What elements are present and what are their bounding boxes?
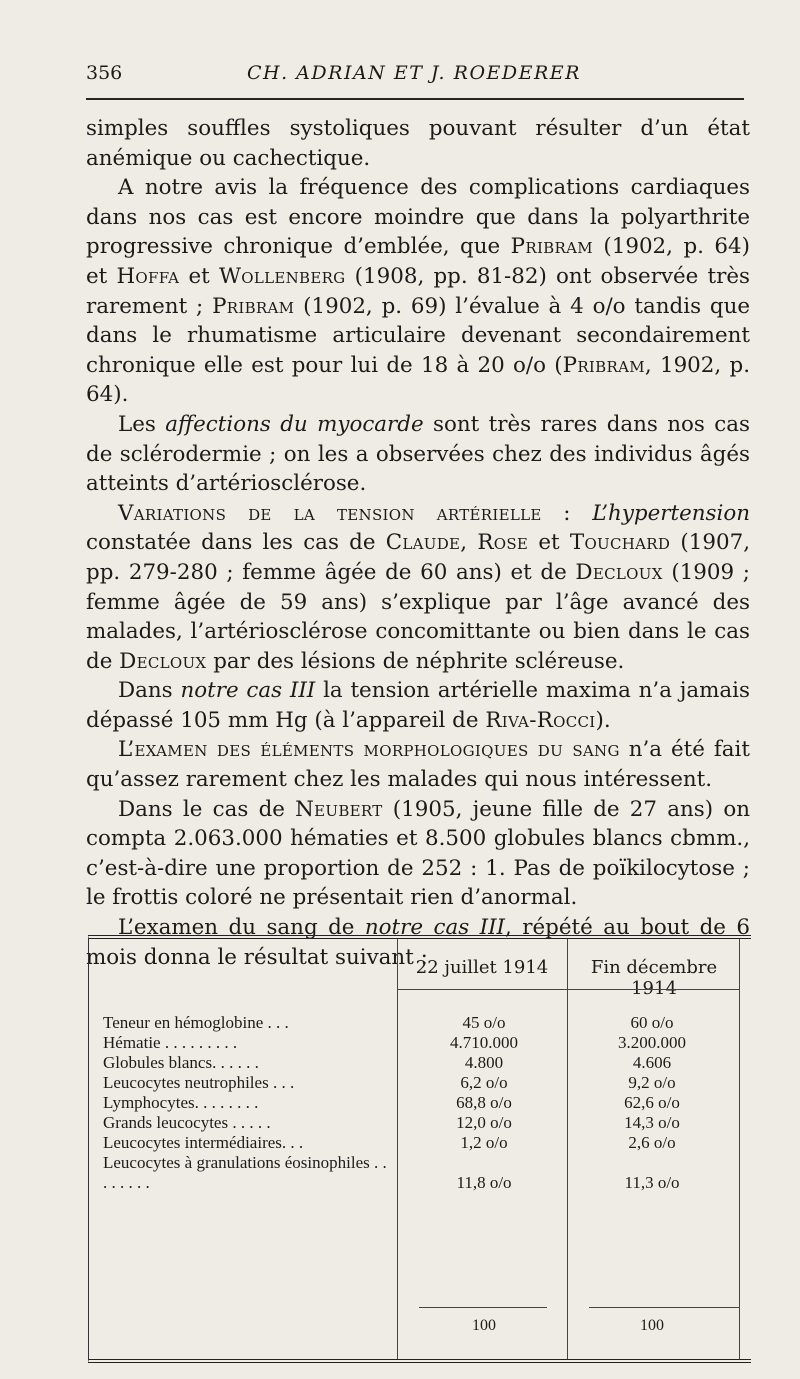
paragraph-6 — [86, 735, 750, 794]
row-label: Teneur en hémoglobine . . . — [103, 1013, 289, 1032]
text-run: (1907, pp. 279-280 ; femme âgée de 60 ans) et de — [86, 530, 751, 585]
text-run: , — [460, 530, 478, 556]
text-run: et — [179, 263, 219, 289]
paragraph-3 — [86, 410, 750, 499]
row-label: Leucocytes intermédiaires. . . — [103, 1133, 304, 1152]
cell-value: 1,2 o/o — [460, 1133, 508, 1152]
author-name: Pribram — [562, 352, 645, 378]
row-label: Hématie . . . . . . . . . — [103, 1033, 238, 1052]
cell-value: 68,8 o/o — [456, 1093, 512, 1112]
text-run: : — [541, 500, 593, 526]
header-rule — [86, 98, 744, 100]
column-header-december: Fin décembre 1914 — [590, 957, 718, 999]
page-number: 356 — [86, 62, 123, 84]
cell-value: 4.606 — [632, 1053, 672, 1072]
cell-value: 14,3 o/o — [624, 1113, 680, 1132]
cell-value: 3.200.000 — [618, 1033, 686, 1052]
author-name: Riva-Rocci — [485, 707, 596, 733]
cell-value: 2,6 o/o — [628, 1133, 676, 1152]
cell-value: 45 o/o — [462, 1013, 506, 1032]
cell-value: 9,2 o/o — [628, 1073, 676, 1092]
text-run: Dans — [118, 678, 181, 704]
text-run: et — [528, 530, 570, 556]
text-run: la tension artérielle maxima n’a jamais dépassé 105 mm Hg (à l’appareil de — [86, 678, 750, 733]
cell-value: 60 o/o — [630, 1013, 674, 1032]
text-run: Les — [118, 411, 166, 437]
total-value: 100 — [472, 1317, 496, 1334]
author-name: Claude — [385, 530, 461, 556]
italic-phrase: notre cas III — [364, 915, 506, 941]
paragraph-5 — [86, 676, 750, 735]
row-label: Leucocytes à granulations éosinophiles . . . . . . . . — [103, 1153, 387, 1193]
cell-value: 11,8 o/o — [456, 1173, 512, 1192]
row-label: Grands leucocytes . . . . . — [103, 1113, 271, 1132]
body-text — [86, 114, 750, 972]
author-name: Decloux — [119, 648, 207, 674]
page-header — [86, 62, 742, 92]
cell-value: 12,0 o/o — [456, 1113, 512, 1132]
author-name: Rose — [477, 530, 529, 556]
text-run: sont très rares dans nos cas de sclérodermie ; on les a observées chez des individus âgés atteints d’artériosclérose. — [86, 411, 750, 497]
italic-phrase: notre cas III — [180, 678, 316, 704]
cell-value: 6,2 o/o — [460, 1073, 508, 1092]
paragraph-7 — [86, 795, 750, 913]
column-divider — [739, 939, 740, 1359]
text-run: , répété au bout de 6 mois donna le résultat suivant : — [86, 915, 750, 970]
paragraph-2 — [86, 173, 750, 410]
text-run: (1902, p. 69) l’évalue à 4 o/o tandis que dans le rhumatisme articulaire devenant secondairement chronique elle est pour lui de 18 à 20 o/o ( — [86, 293, 751, 378]
text-run: A notre avis la fréquence des complications cardiaques dans nos cas est encore moindre que dans la polyarthrite progressive chronique d’emblée, que — [86, 175, 750, 260]
italic-phrase: affections du myocarde — [165, 411, 424, 437]
text-run: Dans le cas de — [118, 796, 296, 822]
text-run: ). — [595, 707, 611, 733]
text-run: (1908, pp. 81-82) ont observée très rarement ; — [86, 263, 751, 319]
text-run: (1905, jeune fille de 27 ans) on compta 2.063.000 hématies et 8.500 globules blancs cbmm., c’est-à-dire une proportion de 252 : 1. Pas de poïkilocytose ; le frottis coloré ne présentait rien d’anormal. — [86, 796, 750, 911]
cell-value: 62,6 o/o — [624, 1093, 680, 1112]
cell-value: 4.800 — [464, 1053, 504, 1072]
row-label: Globules blancs. . . . . . — [103, 1053, 259, 1072]
text-run: (1902, p. 64) et — [86, 234, 750, 289]
cell-value: 4.710.000 — [450, 1033, 518, 1052]
total-rule — [589, 1307, 739, 1308]
column-header-july: 22 juillet 1914 — [415, 957, 549, 978]
text-run: (1909 ; femme âgée de 59 ans) s’explique par l’âge avancé des malades, l’artériosclérose concomittante ou bien dans le cas de — [86, 559, 750, 674]
paragraph-4 — [86, 499, 750, 677]
author-name: Pribram — [510, 234, 593, 260]
author-name: Hoffa — [116, 263, 180, 289]
author-name: Pribram — [212, 293, 295, 319]
header-underline — [397, 989, 739, 990]
running-title: CH. ADRIAN ET J. ROEDERER — [247, 62, 581, 84]
text-run: par des lésions de néphrite scléreuse. — [206, 648, 625, 674]
text-run: n’a été fait qu’assez rarement chez les malades qui nous intéressent. — [86, 737, 750, 793]
author-name: Neubert — [295, 796, 383, 822]
author-name: Decloux — [575, 559, 663, 585]
blood-results-table — [88, 935, 751, 1363]
italic-phrase: L’hypertension — [592, 500, 751, 526]
row-label: Leucocytes neutrophiles . . . — [103, 1073, 295, 1092]
text-run: , 1902, p. 64). — [86, 352, 750, 408]
author-name: Wollenberg — [218, 263, 346, 289]
total-value: 100 — [640, 1317, 664, 1334]
section-lead: L’examen des éléments morphologiques du sang — [118, 737, 620, 763]
author-name: Touchard — [569, 530, 671, 556]
text-run: L’examen du sang de — [118, 915, 365, 941]
section-lead: Variations de la tension artérielle — [118, 500, 542, 526]
total-rule — [419, 1307, 547, 1308]
paragraph-1: simples souffles systoliques pouvant résulter d’un état anémique ou cachectique. — [86, 116, 750, 171]
text-run: constatée dans les cas de — [86, 530, 386, 556]
row-label: Lymphocytes. . . . . . . . — [103, 1093, 259, 1112]
cell-value: 11,3 o/o — [624, 1173, 680, 1192]
